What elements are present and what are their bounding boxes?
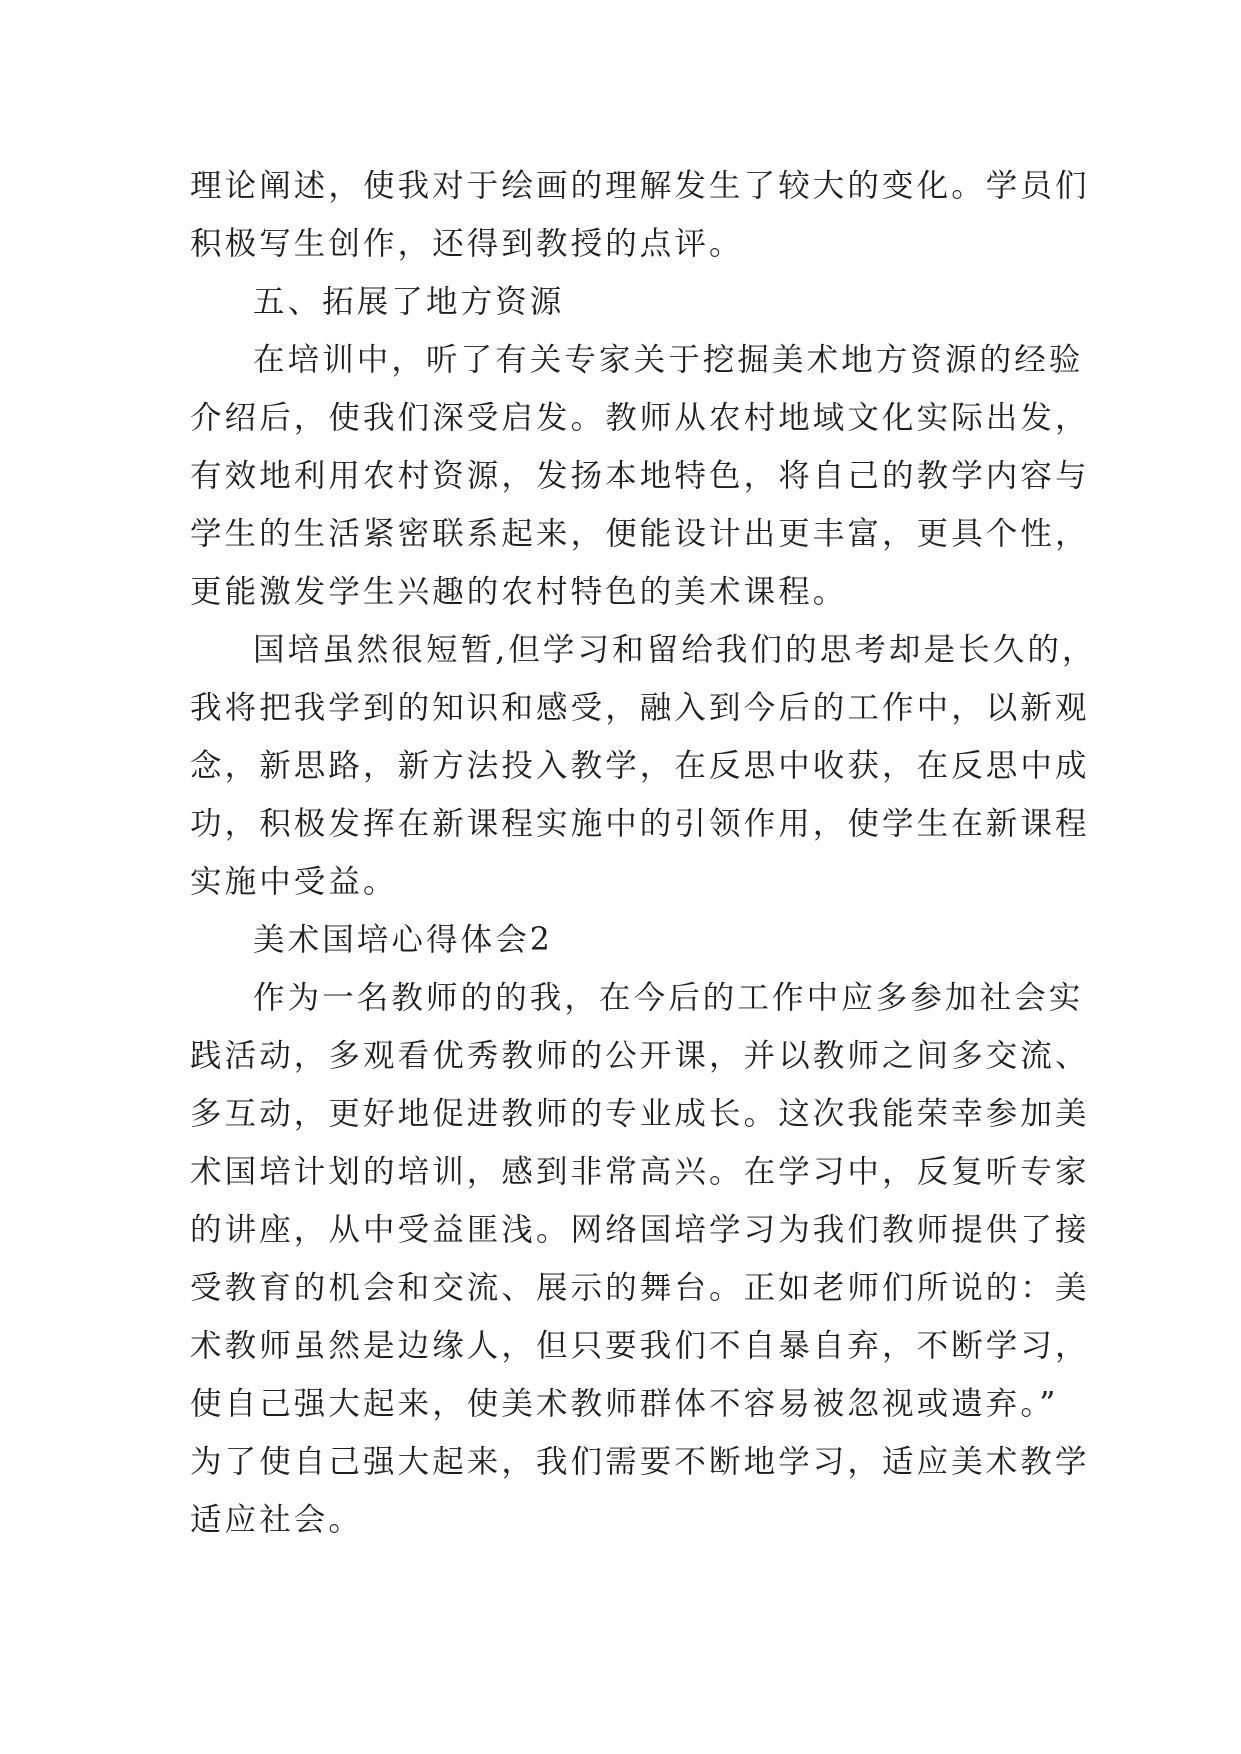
text-line: 实施中受益。 — [190, 864, 398, 900]
text-line: 践活动，多观看优秀教师的公开课，并以教师之间多交流、 — [190, 1038, 1090, 1074]
text-line: 我将把我学到的知识和感受，融入到今后的工作中，以新观 — [190, 690, 1090, 726]
text-line: 功，积极发挥在新课程实施中的引领作用，使学生在新课程 — [190, 806, 1090, 842]
text-line: 术教师虽然是边缘人，但只要我们不自暴自弃，不断学习， — [190, 1328, 1090, 1364]
text-line: 念，新思路，新方法投入教学，在反思中收获，在反思中成 — [190, 748, 1090, 784]
text-line: 在培训中，听了有关专家关于挖掘美术地方资源的经验 — [253, 342, 1084, 378]
text-line: 国培虽然很短暂,但学习和留给我们的思考却是长久的， — [253, 632, 1097, 668]
text-line: 更能激发学生兴趣的农村特色的美术课程。 — [190, 574, 848, 610]
text-line: 多互动，更好地促进教师的专业成长。这次我能荣幸参加美 — [190, 1096, 1090, 1132]
text-line: 受教育的机会和交流、展示的舞台。正如老师们所说的：美 — [190, 1270, 1090, 1306]
text-line: 作为一名教师的的我，在今后的工作中应多参加社会实 — [253, 980, 1084, 1016]
text-line: 介绍后，使我们深受启发。教师从农村地域文化实际出发， — [190, 400, 1090, 436]
text-line: 为了使自己强大起来，我们需要不断地学习，适应美术教学 — [190, 1444, 1090, 1480]
section-heading: 五、拓展了地方资源 — [253, 284, 565, 320]
text-line: 学生的生活紧密联系起来，便能设计出更丰富，更具个性， — [190, 516, 1090, 552]
text-line: 理论阐述，使我对于绘画的理解发生了较大的变化。学员们 — [190, 168, 1090, 204]
text-line: 术国培计划的培训，感到非常高兴。在学习中，反复听专家 — [190, 1154, 1090, 1190]
article-title: 美术国培心得体会2 — [253, 922, 553, 958]
text-line: 积极写生创作，还得到教授的点评。 — [190, 226, 744, 262]
text-line: 使自己强大起来，使美术教师群体不容易被忽视或遗弃。” — [190, 1386, 1059, 1422]
text-line: 有效地利用农村资源，发扬本地特色，将自己的教学内容与 — [190, 458, 1090, 494]
text-line: 的讲座，从中受益匪浅。网络国培学习为我们教师提供了接 — [190, 1212, 1090, 1248]
text-line: 适应社会。 — [190, 1502, 364, 1538]
